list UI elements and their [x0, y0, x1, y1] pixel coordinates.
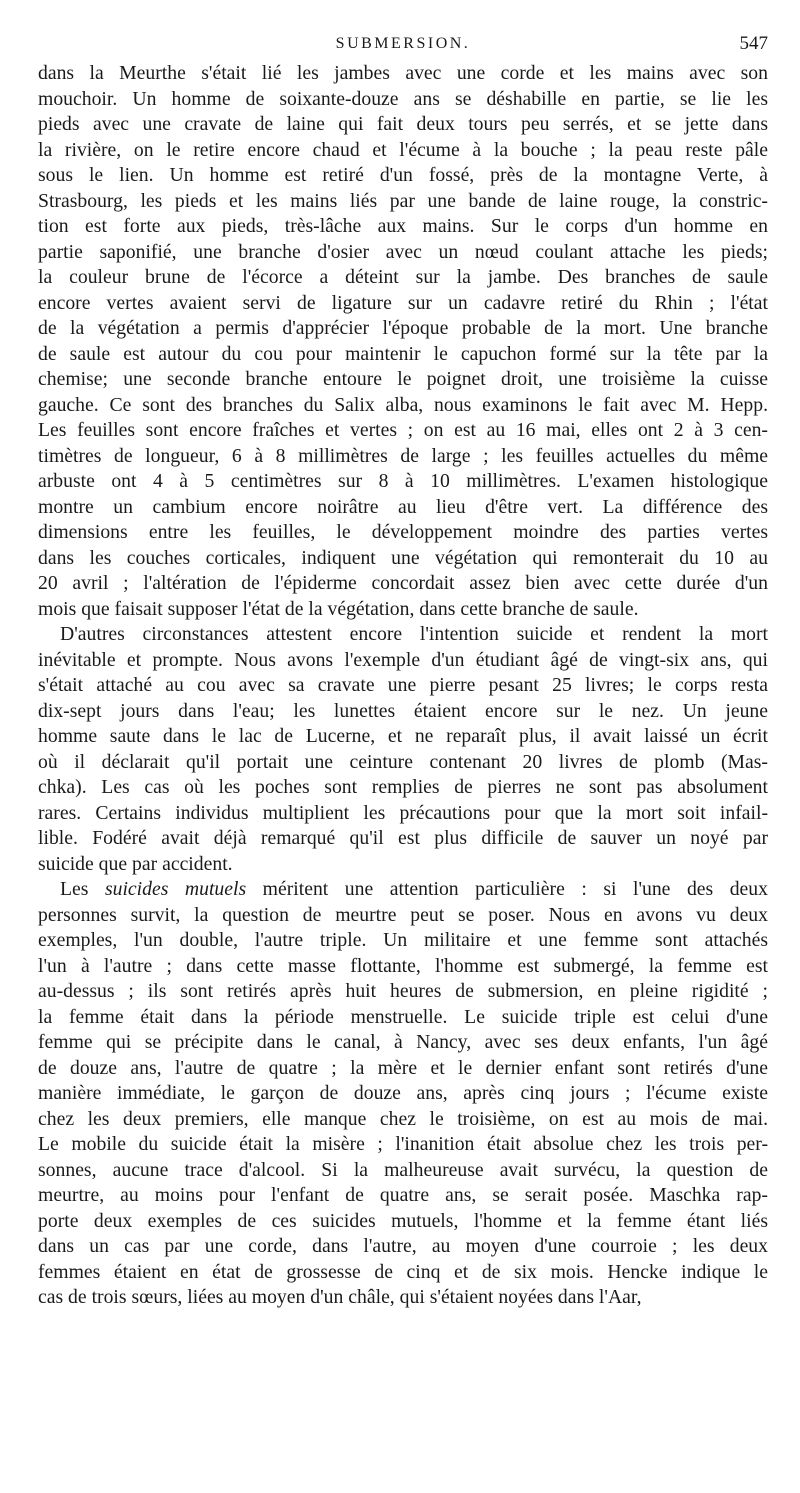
text-line: homme saute dans le lac de Lucerne, et ne reparaît plus, il avait laissé un écrit [38, 725, 768, 747]
text-line: chka). Les cas où les poches sont remplies de pierres ne sont pas absolument [38, 776, 768, 798]
text-line: D'autres circonstances attestent encore l'intention suicide et rendent la mort [60, 623, 768, 645]
text-line: femme qui se précipite dans le canal, à Nancy, avec ses deux enfants, l'un âgé [38, 1031, 768, 1053]
running-title: SUBMERSION. [335, 35, 471, 52]
page-number: 547 [739, 33, 768, 54]
paragraph [38, 61, 768, 622]
text-line: sonnes, aucune trace d'alcool. Si la malheureuse avait survécu, la question de [38, 1158, 768, 1181]
text-line: 20 avril ; l'altération de l'épiderme concordait assez bien avec cette durée d'un [38, 572, 768, 594]
text-line: rares. Certains individus multiplient les précautions pour que la mort soit infail- [38, 801, 768, 824]
text-line: chemise; une seconde branche entoure le poignet droit, une troisième la cuisse [38, 368, 768, 390]
text-line: dans les couches corticales, indiquent une végétation qui remonterait du 10 au [38, 546, 768, 569]
text-line: exemples, l'un double, l'autre triple. Un militaire et une femme sont attachés [38, 929, 768, 951]
text-line: gauche. Ce sont des branches du Salix alba, nous examinons le fait avec M. Hepp. [38, 393, 768, 416]
text-line: la couleur brune de l'écorce a déteint sur la jambe. Des branches de saule [38, 266, 768, 288]
text-line: timètres de longueur, 6 à 8 millimètres de large ; les feuilles actuelles du même [38, 444, 768, 467]
text-line: la femme était dans la période menstruelle. Le suicide triple est celui d'une [38, 1005, 768, 1028]
text-line: chez les deux premiers, elle manque chez le troisième, on est au mois de mai. [38, 1107, 768, 1130]
text-line: lible. Fodéré avait déjà remarqué qu'il est plus difficile de sauver un noyé par [38, 827, 768, 849]
text-line: dix-sept jours dans l'eau; les lunettes étaient encore sur le nez. Un jeune [38, 699, 768, 722]
text-line: la rivière, on le retire encore chaud et l'écume à la bouche ; la peau reste pâle [38, 138, 768, 161]
text-line: pieds avec une cravate de laine qui fait deux tours peu serrés, et se jette dans [38, 113, 768, 135]
text-line: inévitable et prompte. Nous avons l'exemple d'un étudiant âgé de vingt-six ans, qui [38, 648, 768, 671]
text-line: cas de trois sœurs, liées au moyen d'un châle, qui s'étaient noyées dans l'Aar, [38, 1286, 642, 1308]
text-line: dimensions entre les feuilles, le développement moindre des parties vertes [38, 521, 768, 543]
text-line: manière immédiate, le garçon de douze ans, après cinq jours ; l'écume existe [38, 1082, 768, 1104]
text-line: de saule est autour du cou pour maintenir le capuchon formé sur la tête par la [38, 342, 768, 365]
text-line: dans la Meurthe s'était lié les jambes avec une corde et les mains avec son [38, 62, 768, 84]
text-line: dans un cas par une corde, dans l'autre, au moyen d'une courroie ; les deux [38, 1235, 768, 1257]
text-line: Les suicides mutuels méritent une attention particulière : si l'une des deux [60, 878, 768, 900]
text-line: partie saponifié, une branche d'osier avec un nœud coulant attache les pieds; [38, 240, 768, 263]
paragraph [38, 622, 768, 877]
text-line: où il déclarait qu'il portait une ceinture contenant 20 livres de plomb (Mas- [38, 750, 768, 773]
text-line: meurtre, au moins pour l'enfant de quatre ans, se serait posée. Maschka rap- [38, 1184, 768, 1206]
text-line: montre un cambium encore noirâtre au lieu d'être vert. La différence des [38, 495, 768, 518]
text-line: personnes survit, la question de meurtre peut se poser. Nous en avons vu deux [38, 903, 768, 926]
text-line: suicide que par accident. [38, 852, 233, 875]
text-line: s'était attaché au cou avec sa cravate une pierre pesant 25 livres; le corps resta [38, 674, 768, 696]
text-line: Le mobile du suicide était la misère ; l'inanition était absolue chez les trois per- [38, 1133, 768, 1155]
running-header [38, 30, 768, 58]
text-line: au-dessus ; ils sont retirés après huit heures de submersion, en pleine rigidité ; [38, 980, 768, 1002]
text-line: tion est forte aux pieds, très-lâche aux mains. Sur le corps d'un homme en [38, 215, 768, 237]
text-line: Les feuilles sont encore fraîches et vertes ; on est au 16 mai, elles ont 2 à 3 cen- [38, 419, 768, 441]
text-line: mouchoir. Un homme de soixante-douze ans se déshabille en partie, se lie les [38, 87, 768, 110]
text-line: l'un à l'autre ; dans cette masse flottante, l'homme est submergé, la femme est [38, 954, 768, 977]
text-line: Strasbourg, les pieds et les mains liés par une bande de laine rouge, la constric- [38, 189, 768, 212]
body-text [38, 61, 768, 1311]
text-line: mois que faisait supposer l'état de la végétation, dans cette branche de saule. [38, 597, 639, 620]
text-line: de la végétation a permis d'apprécier l'époque probable de la mort. Une branche [38, 317, 768, 339]
text-line: porte deux exemples de ces suicides mutuels, l'homme et la femme étant liés [38, 1209, 768, 1232]
text-line: arbuste ont 4 à 5 centimètres sur 8 à 10 millimètres. L'examen histologique [38, 470, 768, 492]
text-line: encore vertes avaient servi de ligature sur un cadavre retiré du Rhin ; l'état [38, 291, 768, 314]
text-line: femmes étaient en état de grossesse de cinq et de six mois. Hencke indique le [38, 1260, 768, 1283]
paragraph [38, 877, 768, 1311]
text-line: sous le lien. Un homme est retiré d'un fossé, près de la montagne Verte, à [38, 164, 768, 186]
text-line: de douze ans, l'autre de quatre ; la mère et le dernier enfant sont retirés d'une [38, 1056, 768, 1079]
